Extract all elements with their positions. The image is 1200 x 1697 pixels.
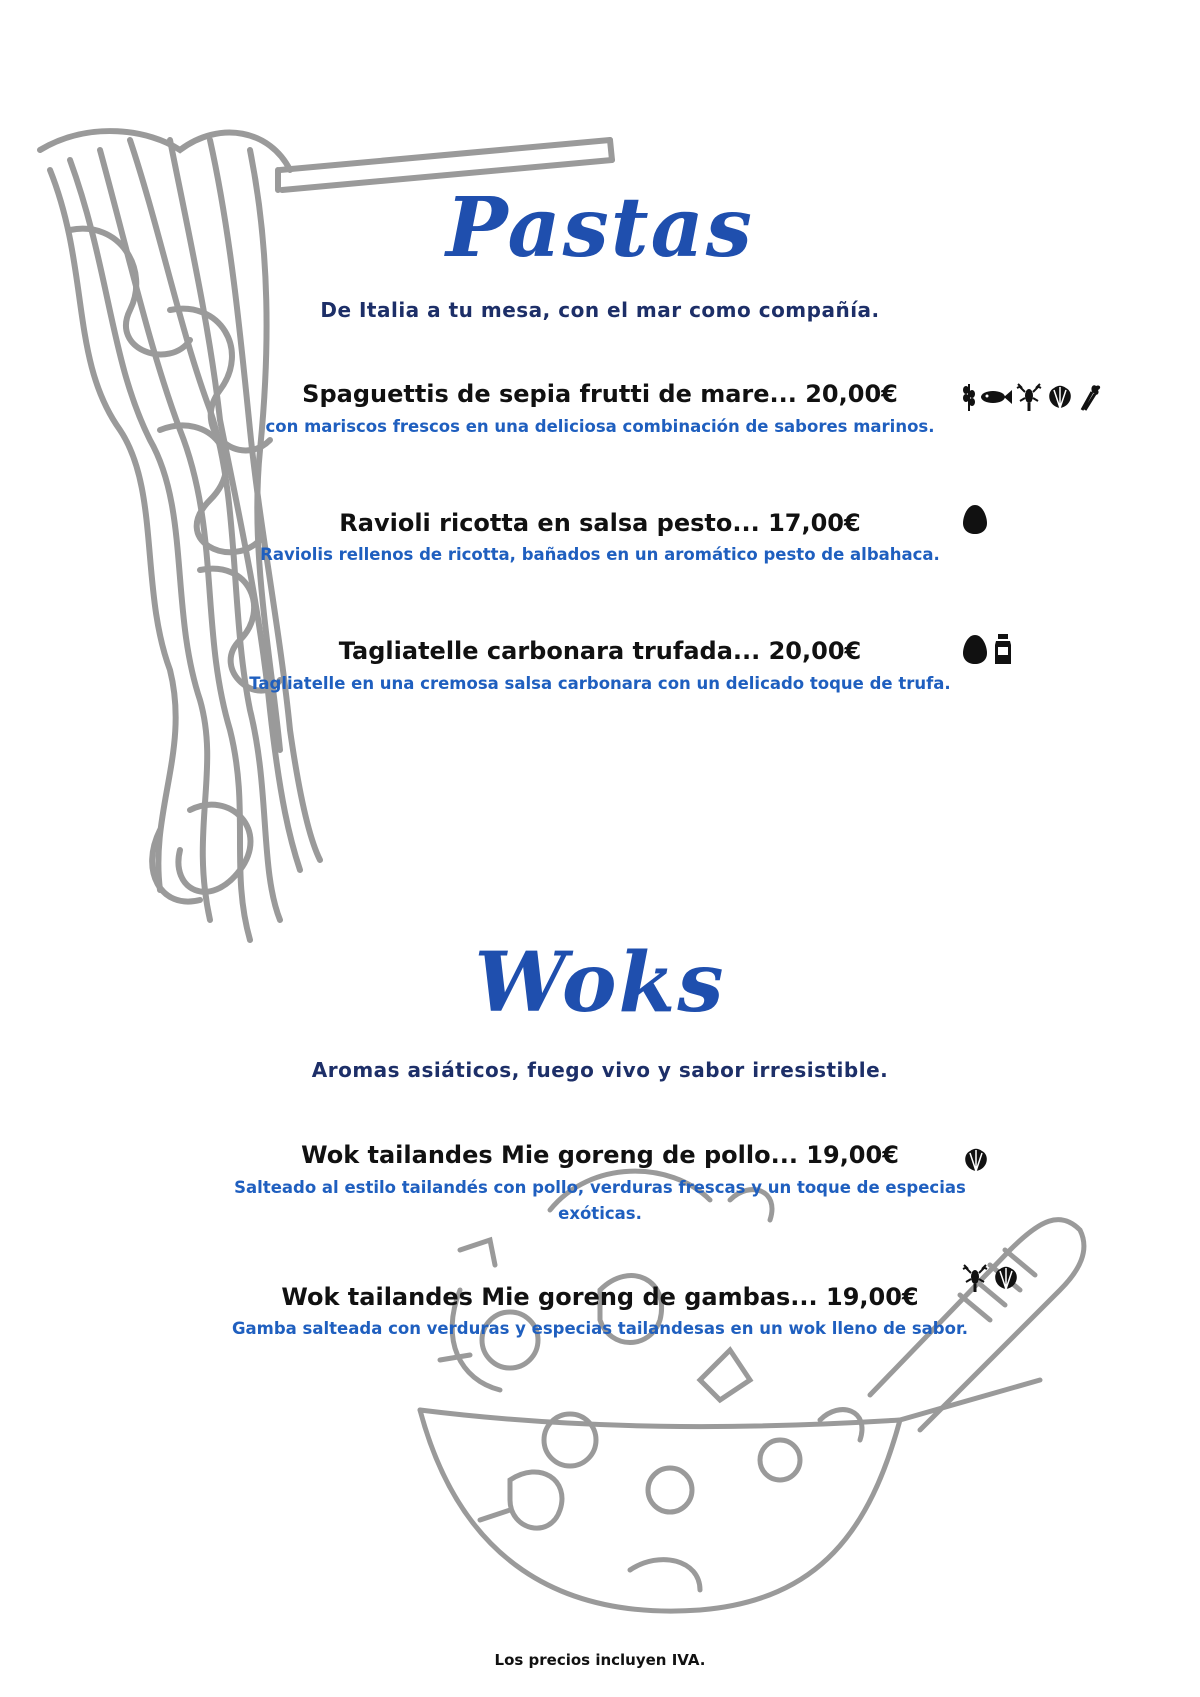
allergen-icons bbox=[962, 382, 1102, 412]
mollusc-icon bbox=[962, 1145, 990, 1175]
allergen-icons bbox=[962, 1263, 1020, 1293]
mollusc-icon bbox=[992, 1263, 1020, 1293]
dish-name: Spaguettis de sepia frutti de mare... 20,00€ bbox=[302, 380, 898, 408]
crustacean-icon bbox=[962, 1263, 988, 1293]
woks-title: Woks bbox=[474, 935, 726, 1031]
egg-icon bbox=[962, 503, 988, 535]
woks-tagline: Aromas asiáticos, fuego vivo y sabor irresistible. bbox=[311, 1058, 889, 1082]
allergen-icons bbox=[962, 633, 1014, 665]
footer-note: Los precios incluyen IVA. bbox=[494, 1651, 706, 1669]
allergen-icons bbox=[962, 503, 988, 535]
dish-description: Gamba salteada con verduras y especias tailandesas en un wok lleno de sabor. bbox=[232, 1319, 968, 1338]
pastas-title: Pastas bbox=[446, 180, 754, 276]
allergen-icons bbox=[962, 1145, 990, 1175]
pastas-tagline: De Italia a tu mesa, con el mar como compañía. bbox=[320, 298, 880, 322]
dairy-icon bbox=[992, 633, 1014, 665]
crustacean-icon bbox=[1016, 382, 1042, 412]
dish-description: con mariscos frescos en una deliciosa combinación de sabores marinos. bbox=[265, 417, 935, 436]
dish-description: Tagliatelle en una cremosa salsa carbonara con un delicado toque de trufa. bbox=[249, 674, 951, 693]
dish-name: Ravioli ricotta en salsa pesto... 17,00€ bbox=[339, 509, 861, 537]
gluten-icon bbox=[962, 382, 976, 412]
dish-description: Salteado al estilo tailandés con pollo, verduras frescas y un toque de especias bbox=[234, 1178, 966, 1197]
dish-name: Tagliatelle carbonara trufada... 20,00€ bbox=[338, 637, 862, 665]
dish-description: exóticas. bbox=[558, 1204, 642, 1223]
mollusc-icon bbox=[1046, 382, 1074, 412]
dish-name: Wok tailandes Mie goreng de pollo... 19,00€ bbox=[301, 1141, 899, 1169]
dish-description: Raviolis rellenos de ricotta, bañados en un aromático pesto de albahaca. bbox=[260, 545, 940, 564]
egg-icon bbox=[962, 633, 988, 665]
celery-icon bbox=[1078, 382, 1102, 412]
dish-name: Wok tailandes Mie goreng de gambas... 19,00€ bbox=[281, 1283, 919, 1311]
fish-icon bbox=[980, 382, 1012, 412]
